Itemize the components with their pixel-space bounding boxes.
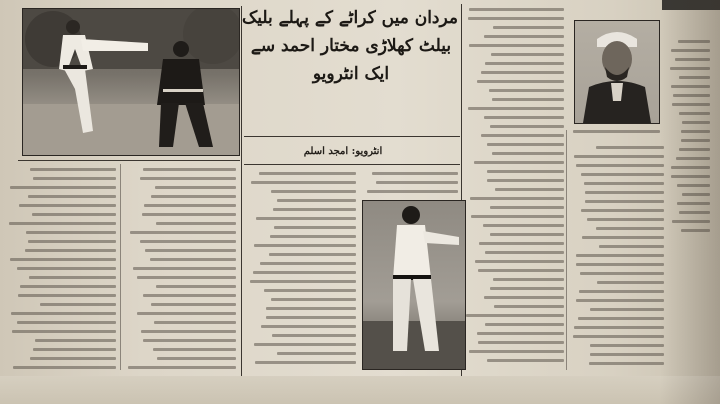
print-line bbox=[266, 307, 356, 310]
print-line bbox=[576, 263, 664, 266]
print-line bbox=[477, 80, 564, 83]
print-line bbox=[469, 8, 564, 11]
print-line bbox=[590, 344, 664, 347]
print-line bbox=[470, 197, 564, 200]
print-line bbox=[479, 242, 564, 245]
print-line bbox=[157, 357, 236, 360]
headline-line-2: بیلٹ کھلاڑی مختار احمد سے bbox=[250, 36, 452, 56]
print-line bbox=[133, 267, 236, 270]
portrait-illustration bbox=[575, 21, 659, 123]
text-column-1 bbox=[8, 168, 116, 374]
text-column-3-top bbox=[364, 172, 458, 194]
print-line bbox=[585, 200, 664, 203]
print-line bbox=[581, 209, 664, 212]
print-line bbox=[256, 217, 356, 220]
print-line bbox=[590, 353, 664, 356]
rule-headline-bottom bbox=[244, 136, 460, 137]
print-line bbox=[492, 98, 564, 101]
print-line bbox=[29, 276, 116, 279]
print-line bbox=[254, 343, 356, 346]
print-line bbox=[28, 195, 116, 198]
print-line bbox=[485, 62, 564, 65]
print-line bbox=[576, 299, 664, 302]
print-line bbox=[151, 303, 236, 306]
print-line bbox=[154, 321, 236, 324]
text-column-2 bbox=[126, 168, 236, 374]
print-line bbox=[478, 269, 564, 272]
print-line bbox=[596, 227, 664, 230]
print-line bbox=[260, 262, 356, 265]
fold-shadow bbox=[660, 0, 720, 404]
print-line bbox=[25, 249, 116, 252]
print-line bbox=[599, 245, 664, 248]
print-line bbox=[261, 325, 356, 328]
print-line bbox=[490, 125, 564, 128]
print-line bbox=[573, 335, 664, 338]
rule-col-divider-4 bbox=[566, 130, 567, 370]
print-line bbox=[579, 290, 664, 293]
print-line bbox=[494, 305, 564, 308]
headline-line-3: ایک انٹرویو bbox=[312, 64, 390, 84]
karate-stance-illustration bbox=[363, 201, 465, 369]
print-line bbox=[487, 143, 564, 146]
print-line bbox=[13, 366, 116, 369]
print-line bbox=[271, 298, 356, 301]
print-line bbox=[485, 323, 564, 326]
print-line bbox=[253, 271, 356, 274]
print-line bbox=[468, 17, 564, 20]
print-line bbox=[272, 334, 356, 337]
text-column-3 bbox=[248, 172, 356, 372]
karate-kick-illustration bbox=[23, 9, 239, 155]
print-line bbox=[155, 186, 236, 189]
print-line bbox=[156, 222, 236, 225]
print-line bbox=[140, 177, 236, 180]
rule-col-divider-2 bbox=[241, 6, 242, 376]
print-line bbox=[40, 303, 116, 306]
print-line bbox=[142, 213, 236, 216]
print-line bbox=[490, 233, 564, 236]
print-line bbox=[492, 152, 564, 155]
print-line bbox=[251, 181, 356, 184]
print-line bbox=[264, 289, 356, 292]
headline-line-1: مردان میں کراٹے کے پہلے بلیک bbox=[242, 8, 458, 28]
print-line bbox=[477, 332, 564, 335]
text-column-5 bbox=[572, 146, 664, 370]
print-line bbox=[9, 222, 116, 225]
print-line bbox=[574, 326, 664, 329]
print-line bbox=[144, 204, 236, 207]
print-line bbox=[128, 366, 236, 369]
print-line bbox=[137, 276, 236, 279]
portrait-photo bbox=[574, 20, 660, 124]
print-line bbox=[11, 312, 116, 315]
print-line bbox=[576, 254, 664, 257]
print-line bbox=[151, 195, 236, 198]
print-line bbox=[487, 170, 564, 173]
print-line bbox=[584, 182, 664, 185]
print-line bbox=[19, 204, 116, 207]
print-line bbox=[17, 267, 116, 270]
print-line bbox=[145, 249, 236, 252]
print-line bbox=[17, 321, 116, 324]
print-line bbox=[585, 191, 664, 194]
print-line bbox=[255, 361, 356, 364]
print-line bbox=[587, 218, 664, 221]
print-line bbox=[481, 71, 564, 74]
rule-top-left-bottom bbox=[18, 160, 240, 161]
print-line bbox=[266, 316, 356, 319]
print-line bbox=[474, 161, 564, 164]
rule-byline-bottom bbox=[244, 164, 460, 165]
print-line bbox=[153, 348, 236, 351]
print-line bbox=[156, 285, 236, 288]
print-line bbox=[376, 181, 458, 184]
print-line bbox=[483, 224, 564, 227]
print-line bbox=[33, 348, 116, 351]
text-column-4 bbox=[466, 8, 564, 370]
print-line bbox=[277, 199, 356, 202]
print-line bbox=[580, 272, 664, 275]
print-line bbox=[468, 107, 564, 110]
print-line bbox=[10, 186, 116, 189]
print-line bbox=[475, 260, 564, 263]
print-line bbox=[489, 89, 564, 92]
print-line bbox=[493, 278, 564, 281]
print-line bbox=[137, 312, 236, 315]
print-line bbox=[590, 308, 664, 311]
print-line bbox=[491, 53, 564, 56]
print-line bbox=[484, 35, 564, 38]
print-line bbox=[578, 317, 664, 320]
print-line bbox=[493, 26, 564, 29]
print-line bbox=[35, 339, 116, 342]
print-line bbox=[20, 285, 116, 288]
print-line bbox=[33, 177, 116, 180]
print-line bbox=[481, 134, 564, 137]
print-line bbox=[490, 287, 564, 290]
print-line bbox=[372, 172, 458, 175]
print-line bbox=[270, 235, 356, 238]
print-line bbox=[469, 350, 564, 353]
print-line bbox=[274, 226, 356, 229]
print-line bbox=[143, 294, 236, 297]
print-line bbox=[271, 190, 356, 193]
print-line bbox=[28, 240, 116, 243]
print-line bbox=[26, 231, 116, 234]
karate-stance-photo bbox=[362, 200, 466, 370]
print-line bbox=[12, 330, 116, 333]
print-line bbox=[140, 240, 236, 243]
print-line bbox=[490, 206, 564, 209]
print-line bbox=[141, 330, 236, 333]
print-line bbox=[573, 130, 660, 133]
print-line bbox=[485, 251, 564, 254]
print-line bbox=[30, 357, 116, 360]
print-line bbox=[143, 168, 236, 171]
print-line bbox=[484, 116, 564, 119]
text-column-5-top bbox=[572, 130, 660, 140]
print-line bbox=[469, 44, 564, 47]
print-line bbox=[487, 359, 564, 362]
print-line bbox=[495, 188, 564, 191]
print-line bbox=[597, 281, 664, 284]
print-line bbox=[367, 190, 458, 193]
print-line bbox=[273, 208, 356, 211]
print-line bbox=[484, 296, 564, 299]
print-line bbox=[32, 213, 116, 216]
print-line bbox=[471, 215, 564, 218]
print-line bbox=[150, 258, 236, 261]
print-line bbox=[269, 253, 356, 256]
rule-col-divider-1 bbox=[120, 164, 121, 370]
print-line bbox=[582, 236, 664, 239]
headline bbox=[244, 4, 458, 128]
print-line bbox=[259, 172, 356, 175]
print-line bbox=[254, 244, 356, 247]
karate-kick-photo bbox=[22, 8, 240, 156]
print-line bbox=[576, 164, 664, 167]
print-line bbox=[277, 352, 356, 355]
print-line bbox=[581, 173, 664, 176]
print-line bbox=[143, 339, 236, 342]
print-line bbox=[487, 179, 564, 182]
print-line bbox=[30, 168, 116, 171]
next-article-strip bbox=[0, 376, 720, 404]
print-line bbox=[10, 258, 116, 261]
print-line bbox=[250, 280, 356, 283]
print-line bbox=[18, 294, 116, 297]
print-line bbox=[589, 362, 664, 365]
print-line bbox=[130, 231, 236, 234]
byline: انٹرویو: امجد اسلم bbox=[303, 146, 383, 157]
print-line bbox=[478, 341, 564, 344]
print-line bbox=[466, 314, 564, 317]
print-line bbox=[574, 155, 664, 158]
print-line bbox=[596, 146, 664, 149]
